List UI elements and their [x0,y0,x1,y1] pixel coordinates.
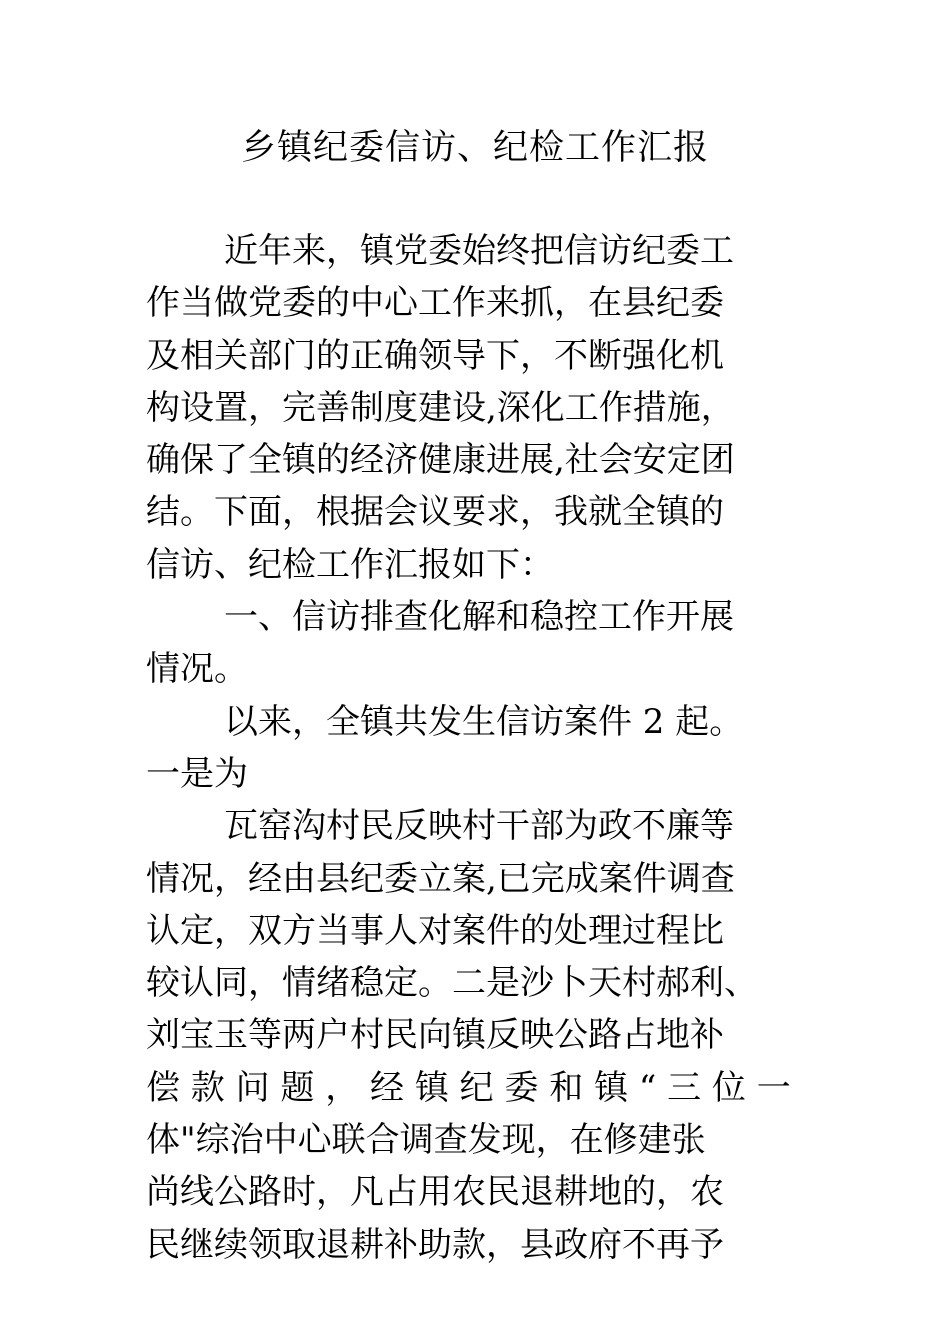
body-line: 作当做党委的中心工作来抓，在县纪委 [146,283,724,324]
body-line: 体"综治中心联合调查发现，在修建张 [146,1120,706,1161]
body-line: 一是为 [146,753,248,794]
body-line: 情况。 [146,649,248,690]
body-line: 及相关部门的正确领导下，不断强化机 [146,335,724,376]
body-line: 近年来，镇党委始终把信访纪委工 [224,231,734,271]
body-line: 信访、纪检工作汇报如下： [146,544,554,585]
body-line: 偿 款 问 题 ， 经 镇 纪 委 和 镇 “ 三 位 一 [146,1067,791,1108]
body-line: 瓦窑沟村民反映村干部为政不廉等 [224,806,734,847]
section-heading: 一、信访排查化解和稳控工作开展 [224,597,734,638]
body-line: 认定，双方当事人对案件的处理过程比 [146,910,724,951]
body-line: 较认同，情绪稳定。二是沙卜天村郝利、 [146,963,758,1004]
body-line: 民继续领取退耕补助款，县政府不再予 [146,1224,724,1265]
document-title: 乡镇纪委信访、纪检工作汇报 [240,128,709,168]
body-line: 刘宝玉等两户村民向镇反映公路占地补 [146,1015,724,1056]
body-line: 确保了全镇的经济健康进展,社会安定团 [146,440,735,481]
body-line: 情况，经由县纪委立案,已完成案件调查 [146,858,735,899]
body-line: 尚线公路时，凡占用农民退耕地的，农 [146,1172,724,1213]
body-line: 以来，全镇共发生信访案件 2 起。 [224,701,744,742]
body-line: 构设置，完善制度建设,深化工作措施， [146,387,735,428]
body-line: 结。下面，根据会议要求，我就全镇的 [146,492,724,533]
document-body [146,225,806,1271]
